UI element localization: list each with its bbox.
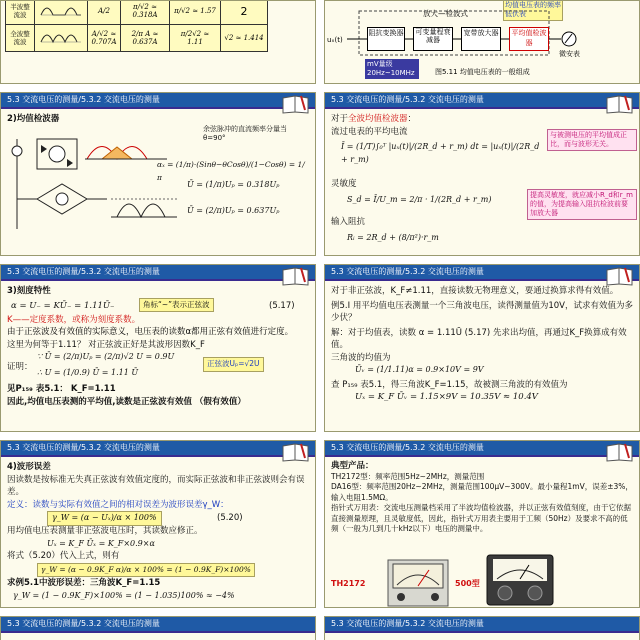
input-signal-label: uₓ(t) bbox=[327, 36, 343, 44]
book-icon bbox=[281, 266, 311, 286]
block-impedance-converter: 阻抗变换器 bbox=[367, 27, 405, 51]
slide-header: 5.3 交流电压的测量/5.3.2 交流电压的测量 bbox=[325, 441, 639, 455]
book-icon bbox=[281, 94, 311, 114]
sine-peak-note: 正弦波Uₚ=√2U bbox=[203, 357, 264, 372]
nonsine-note: 对于非正弦波，K_F≠1.11，直接读数无物理意义，要通过换算求得有效值。 bbox=[331, 286, 619, 296]
eq-number: (5.20) bbox=[217, 513, 243, 523]
section-title: 2)均值检波器 bbox=[7, 114, 60, 124]
slide-header: 5.3 交流电压的测量/5.3.2 交流电压的测量 bbox=[325, 265, 639, 279]
book-icon bbox=[605, 94, 635, 114]
intro-line: 对于全波均值检波器： bbox=[331, 114, 417, 124]
waveform-table bbox=[5, 0, 268, 52]
formula-current: Ī = (1/T)∫₀ᵀ |uₓ(t)|/(2R_d + r_m) dt = |uₓ(t)|/(2R_d + r_m) bbox=[341, 142, 540, 164]
formula-correction: Uₓ = K_F Ūₓ = K_F×0.9×α bbox=[47, 538, 155, 548]
row2-f4: √2 ≈ 1.414 bbox=[221, 25, 268, 52]
example-error-note: 求例5.1中波形误差：三角波K_F=1.15 bbox=[7, 578, 161, 588]
formula-fullwave: Ū = (2/π)Uₚ = 0.637Uₚ bbox=[187, 206, 280, 215]
formula-scale: α = U₋ = KŪ₋ = 1.11Ū₋ bbox=[11, 300, 115, 311]
eq-number: (5.17) bbox=[269, 300, 295, 311]
row1-label: 半波整流波 bbox=[6, 0, 35, 25]
formula-alpha: αₓ = (1/π)·(Sinθ−θCosθ)/(1−Cosθ) = 1/π bbox=[157, 160, 305, 182]
why-111: 这里为何等于1.11？ 对正弦波正好是其波形因数K_F bbox=[7, 339, 205, 350]
row2-wave bbox=[35, 25, 88, 52]
slide-block-diagram bbox=[324, 0, 640, 84]
block-average-detector: 平均值检波器 bbox=[509, 27, 549, 51]
note-proportional: 与被测电压的平均值成正比，而与波形无关。 bbox=[547, 129, 637, 151]
formula-triangle-mean: Ūᵥ = (1/1.11)α = 0.9×10V = 9V bbox=[355, 365, 484, 374]
product-da16: DA16型：频率范围20Hz~2MHz，测量范围100μV~300V。最小量程1mV，误差±3%，输入电阻1.5MΩ。 bbox=[331, 482, 633, 502]
sine-tag: 角标“~”表示正弦波 bbox=[139, 298, 214, 313]
note-box: 均值电压表的频率低伏表 bbox=[503, 0, 563, 21]
cosine-note: 余弦脉冲的直流频率分量当θ=90° bbox=[203, 125, 287, 142]
m500-label: 500型 bbox=[455, 579, 480, 588]
error-definition: 定义：读数与实际有效值之间的相对误差为波形误差γ_W： bbox=[7, 499, 229, 510]
amp-type-label: 放大—检波式 bbox=[423, 9, 468, 18]
scale-formula-row bbox=[7, 298, 309, 314]
formula-impedance: Rᵢ = 2R_d + (8/π²)·r_m bbox=[347, 232, 439, 242]
slide-typical-products bbox=[324, 440, 640, 608]
slide-average-detector bbox=[0, 92, 316, 256]
substitute-note: 将式（5.20）代入上式，则有 bbox=[7, 551, 120, 561]
product-th2172: TH2172型：频率范围5Hz~2MHz，测量范围 bbox=[331, 471, 485, 481]
error-formula-row bbox=[7, 511, 309, 525]
formula-error-kf: γ_W = (α − 0.9K_F α)/α × 100% = (1 − 0.9K_F)×100% bbox=[37, 563, 255, 578]
formula-error: γ_W = (α − Uₓ)/α × 100% bbox=[47, 511, 162, 526]
row1-f3: π/√2 ≈ 1.57 bbox=[170, 0, 221, 25]
slide-example-triangle bbox=[324, 264, 640, 432]
formula-error-result: γ_W = (1 − 0.9K_F)×100% = (1 − 1.035)100% ≈ −4% bbox=[13, 590, 235, 600]
formula-triangle-rms: Uₓ = K_F Ūᵥ = 1.15×9V = 10.35V ≈ 10.4V bbox=[355, 392, 538, 402]
product-multimeter: 指针式万用表：交流电压测量档采用了半波均值检波器，并以正弦有效值刻度，由于它依据直接测量原理，且灵敏度低，因此，指针式万用表主要用于工频（50Hz）及要求不高的低频（一般为几到几十kHz以下）电压的测量中。 bbox=[331, 503, 631, 533]
slide-partial-left bbox=[0, 616, 316, 640]
proof-line-1: ∵ Ū = (2/π)Uₚ = (2/π)√2 U = 0.9U bbox=[37, 352, 175, 361]
table-reference: 见P₁₅₉ 表5.1： K_F=1.11 bbox=[7, 384, 116, 394]
book-icon bbox=[605, 442, 635, 462]
row2-label: 全波整流波 bbox=[6, 25, 35, 52]
microammeter-label: 微安表 bbox=[559, 50, 580, 58]
slide-header: 5.3 交流电压的测量/5.3.2 交流电压的测量 bbox=[1, 441, 315, 455]
row1-f1: A/2 bbox=[88, 0, 121, 25]
proof-line-2: ∴ U = (1/0.9) Ū = 1.11 Ū bbox=[37, 368, 139, 377]
section-title: 3)刻度特性 bbox=[7, 286, 51, 296]
note-sensitivity: 提高灵敏度，就应减小R_d和r_m的值，为提高输入阻抗检波前要加放大器 bbox=[527, 189, 637, 220]
row1-f4: 2 bbox=[221, 0, 268, 25]
proof-label: 证明： bbox=[7, 362, 33, 372]
model-500-multimeter-image bbox=[485, 553, 555, 607]
slide-partial-right bbox=[324, 616, 640, 640]
sensitivity-label: 灵敏度 bbox=[331, 179, 357, 189]
correction-note: 用均值电压表测量非正弦波电压时，其读数应修正。 bbox=[7, 526, 203, 536]
row1-f2: π/√2 ≈ 0.318A bbox=[121, 0, 170, 25]
section-title: 4)波形误差 bbox=[7, 462, 51, 472]
slide-header: 5.3 交流电压的测量/5.3.2 交流电压的测量 bbox=[1, 93, 315, 107]
triangle-mean-label: 三角波的均值为 bbox=[331, 352, 391, 363]
row2-f1: A/√2 ≈ 0.707A bbox=[88, 25, 121, 52]
formula-halfwave: Ū = (1/π)Uₚ = 0.318Uₚ bbox=[187, 180, 280, 189]
book-icon bbox=[605, 266, 635, 286]
slide-header: 5.3 交流电压的测量/5.3.2 交流电压的测量 bbox=[1, 617, 315, 631]
proof-block bbox=[7, 351, 309, 383]
detector-circuit bbox=[7, 129, 187, 249]
conclusion: 因此,均值电压表测的平均值,读数是正弦波有效值 （假有效值） bbox=[7, 396, 246, 407]
solution-text: 解：对于均值表，读数 α = 1.11Ū (5.17) 先求出均值，再通过K_F换算成有效值。 bbox=[331, 327, 627, 350]
impedance-label: 输入阻抗 bbox=[331, 217, 366, 227]
slide-waveform-table bbox=[0, 0, 316, 84]
block-wideband-amplifier: 宽带放大器 bbox=[461, 27, 501, 51]
slide-fullwave-detector bbox=[324, 92, 640, 256]
k-definition: K——定度系数，或称为刻度系数。 bbox=[7, 314, 141, 325]
current-line: 流过电表的平均电流 bbox=[331, 126, 408, 137]
figure-caption: 图5.11 均值电压表的一般组成 bbox=[435, 68, 530, 76]
slide-header: 5.3 交流电压的测量/5.3.2 交流电压的测量 bbox=[325, 93, 639, 107]
block-range-attenuator: 可变量程衰减器 bbox=[413, 27, 453, 51]
intro-highlight: 全波均值检波器 bbox=[348, 114, 408, 124]
lookup-text: 查 P₁₅₉ 表5.1，得三角波K_F=1.15，故被测三角波的有效值为 bbox=[331, 379, 568, 390]
example-text: 例5.I 用平均值电压表测量一个三角波电压，读得测量值为10V，试求有效值为多少伏？ bbox=[331, 300, 633, 323]
error-intro: 因读数是按标准无失真正弦波有效值定度的，而实际正弦波和非正弦波则会有误差。 bbox=[7, 474, 305, 497]
calibration-note: 由于正弦波及有效值的实际意义，电压表的读数α都用正弦有效值进行定度。 bbox=[7, 327, 294, 337]
slide-waveform-error bbox=[0, 440, 316, 608]
row1-wave bbox=[35, 0, 88, 25]
slide-scale-characteristic bbox=[0, 264, 316, 432]
book-icon bbox=[281, 442, 311, 462]
slide-header: 5.3 交流电压的测量/5.3.2 交流电压的测量 bbox=[1, 265, 315, 279]
row2-f2: 2/π A ≈ 0.637A bbox=[121, 25, 170, 52]
products-title: 典型产品： bbox=[331, 461, 374, 471]
formula-sensitivity: S_d = Ī/U_m = 2/π · 1/(2R_d + r_m) bbox=[347, 194, 492, 204]
spec-box: mV量级 20Hz~10MHz bbox=[365, 59, 419, 79]
row2-f3: π/2√2 ≈ 1.11 bbox=[170, 25, 221, 52]
slide-header: 5.3 交流电压的测量/5.3.2 交流电压的测量 bbox=[325, 617, 639, 631]
th2172-meter-image bbox=[387, 559, 449, 607]
th2172-label: TH2172 bbox=[331, 579, 366, 588]
